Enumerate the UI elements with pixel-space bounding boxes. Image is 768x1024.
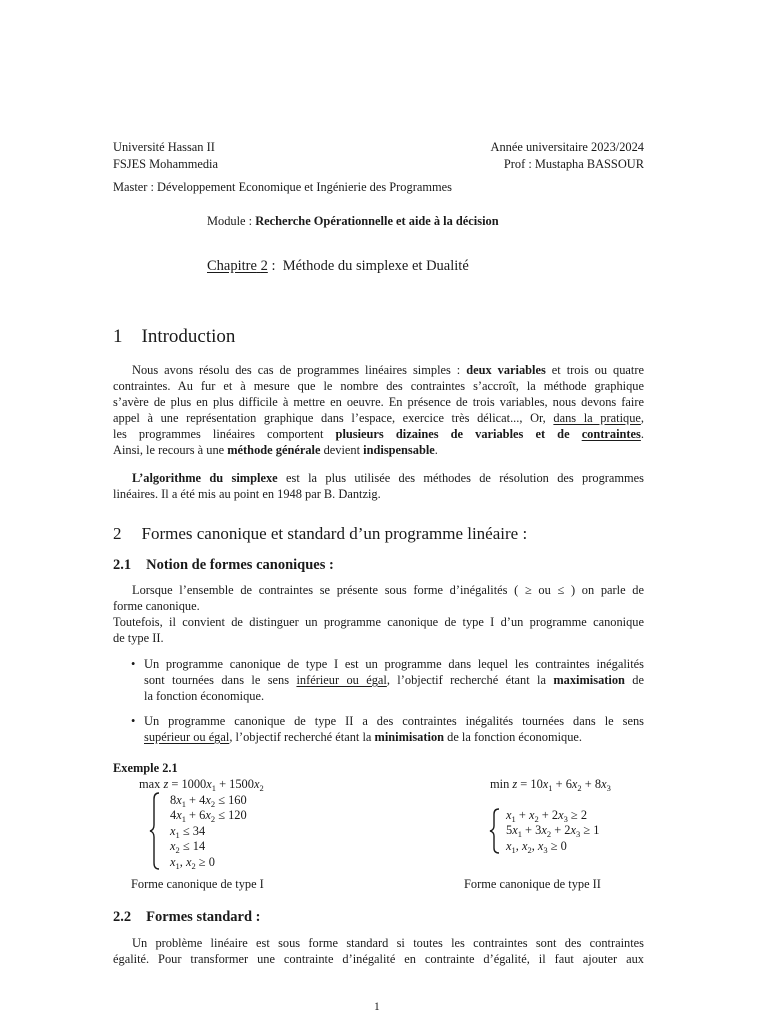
text-line: forme canonique. bbox=[113, 599, 200, 613]
constraint-row: $x_1 + x_2 + 2x_3 \ge 2$ bbox=[506, 808, 588, 824]
text-line: de type II. bbox=[113, 631, 164, 645]
section-1-title: Introduction bbox=[141, 326, 236, 347]
intro-paragraph-2 bbox=[113, 470, 644, 502]
chapter-title: Méthode du simplexe et Dualité bbox=[282, 258, 469, 274]
module-line bbox=[207, 213, 499, 229]
section-1-heading bbox=[113, 326, 236, 347]
subsection-2-2-title: Formes standard : bbox=[146, 909, 261, 925]
text-line: Un programme canonique de type II a des contraintes inégalités tournées dans le sens bbox=[144, 714, 644, 728]
constraints-type-1 bbox=[170, 793, 247, 870]
chapter-label: Chapitre 2 bbox=[207, 258, 268, 274]
university-name: Université Hassan II bbox=[113, 140, 215, 154]
constraint-row: $x_1$, $x_2 \ge 0$ bbox=[170, 854, 215, 871]
intro-line: Nous avons résolu des cas de programmes linéaires simples : deux variables et trois ou quatre bbox=[132, 363, 644, 377]
text-line: égalité. Pour transformer une contrainte d’inégalité en contrainte d’égalité, il faut ajouter aux bbox=[113, 952, 644, 966]
text-line: Lorsque l’ensemble de contraintes se présente sous forme d’inégalités ( ≥ ou ≤ ) on parle de bbox=[132, 583, 644, 597]
master-program: Master : Développement Economique et Ingénierie des Programmes bbox=[113, 180, 452, 194]
constraint-row: $5x_1 + 3x_2 + 2x_3 \ge 1$ bbox=[506, 823, 600, 840]
right-brace-icon bbox=[489, 807, 501, 855]
intro-line: linéaires. Il a été mis au point en 1948 par B. Dantzig. bbox=[113, 487, 381, 501]
constraint-row: $x_2 \le 14$ bbox=[170, 839, 206, 856]
academic-year: Année universitaire 2023/2024 bbox=[490, 140, 644, 154]
subsection-2-1-title: Notion de formes canoniques : bbox=[146, 557, 334, 573]
text-line: sont tournées dans le sens inférieur ou égal, l’objectif recherché étant la maximisation de bbox=[144, 673, 644, 687]
left-brace-icon bbox=[149, 791, 161, 871]
caption-type-2: Forme canonique de type II bbox=[464, 877, 601, 891]
faculty-name: FSJES Mohammedia bbox=[113, 157, 218, 171]
intro-line: s’avère de plus en plus difficile à mettre en oeuvre. En présence de trois variables, nous devons faire bbox=[113, 395, 644, 409]
module-prefix: Module : bbox=[207, 214, 256, 228]
section-2-title: Formes canonique et standard d’un programme linéaire : bbox=[141, 524, 528, 543]
subsection-2-2-heading bbox=[113, 909, 261, 925]
constraint-row: $4x_1 + 6x_2 \le 120$ bbox=[170, 808, 247, 825]
text-line: supérieur ou égal, l’objectif recherché étant la minimisation de la fonction économique. bbox=[144, 730, 583, 744]
subsection-2-1-heading bbox=[113, 557, 334, 573]
intro-line: contraintes. Au fur et à mesure que le nombre des contraintes s’accroît, la méthode graphique bbox=[113, 379, 644, 393]
professor-name: Prof : Mustapha BASSOUR bbox=[503, 157, 644, 171]
chapter-heading bbox=[207, 258, 469, 274]
section-2-number: 2 bbox=[113, 524, 122, 543]
intro-line: les programmes linéaires comportent plusieurs dizaines de variables et de contraintes. bbox=[113, 427, 644, 441]
bullet-item-type-1 bbox=[131, 656, 644, 704]
section-1-number: 1 bbox=[113, 326, 123, 347]
standard-form-paragraph bbox=[113, 935, 644, 967]
text-line: la fonction économique. bbox=[144, 689, 265, 703]
text-line: Un problème linéaire est sous forme standard si toutes les contraintes sont des contraintes bbox=[132, 936, 644, 950]
subsection-2-2-number: 2.2 bbox=[113, 909, 132, 925]
caption-type-1: Forme canonique de type I bbox=[131, 877, 264, 891]
page-number: 1 bbox=[374, 1001, 380, 1013]
constraint-row: $x_1 \le 34$ bbox=[170, 823, 206, 840]
intro-line: Ainsi, le recours à une méthode générale devient indispensable. bbox=[113, 443, 438, 457]
section-2-heading bbox=[113, 526, 527, 542]
bullet-icon: • bbox=[131, 714, 136, 728]
text-line: Toutefois, il convient de distinguer un programme canonique de type I d’un programme canonique bbox=[113, 615, 644, 629]
chapter-separator: : bbox=[267, 258, 283, 274]
constraints-type-2 bbox=[506, 808, 599, 854]
canonical-paragraph bbox=[113, 582, 644, 646]
constraint-row: $8x_1 + 4x_2 \le 160$ bbox=[170, 793, 247, 809]
objective-max: $\max z = 1000x_1 + 1500x_2$ bbox=[139, 777, 264, 793]
example-label: Exemple 2.1 bbox=[113, 761, 178, 775]
subsection-2-1-number: 2.1 bbox=[113, 557, 132, 573]
objective-min: $\min z = 10x_1 + 6x_2 + 8x_3$ bbox=[490, 777, 611, 793]
module-name: Recherche Opérationnelle et aide à la décision bbox=[255, 214, 499, 228]
intro-paragraph-1 bbox=[113, 362, 644, 458]
intro-line: appel à une représentation graphique dans l’espace, exercice très délicat..., Or, dans la pratique, bbox=[113, 411, 645, 425]
text-line: Un programme canonique de type I est un programme dans lequel les contraintes inégalités bbox=[144, 657, 644, 671]
constraint-row: $x_1$, $x_2$, $x_3 \ge 0$ bbox=[506, 838, 567, 855]
intro-line: L’algorithme du simplexe est la plus utilisée des méthodes de résolution des programmes bbox=[132, 471, 644, 485]
bullet-item-type-2 bbox=[131, 713, 644, 745]
bullet-icon: • bbox=[131, 657, 136, 671]
